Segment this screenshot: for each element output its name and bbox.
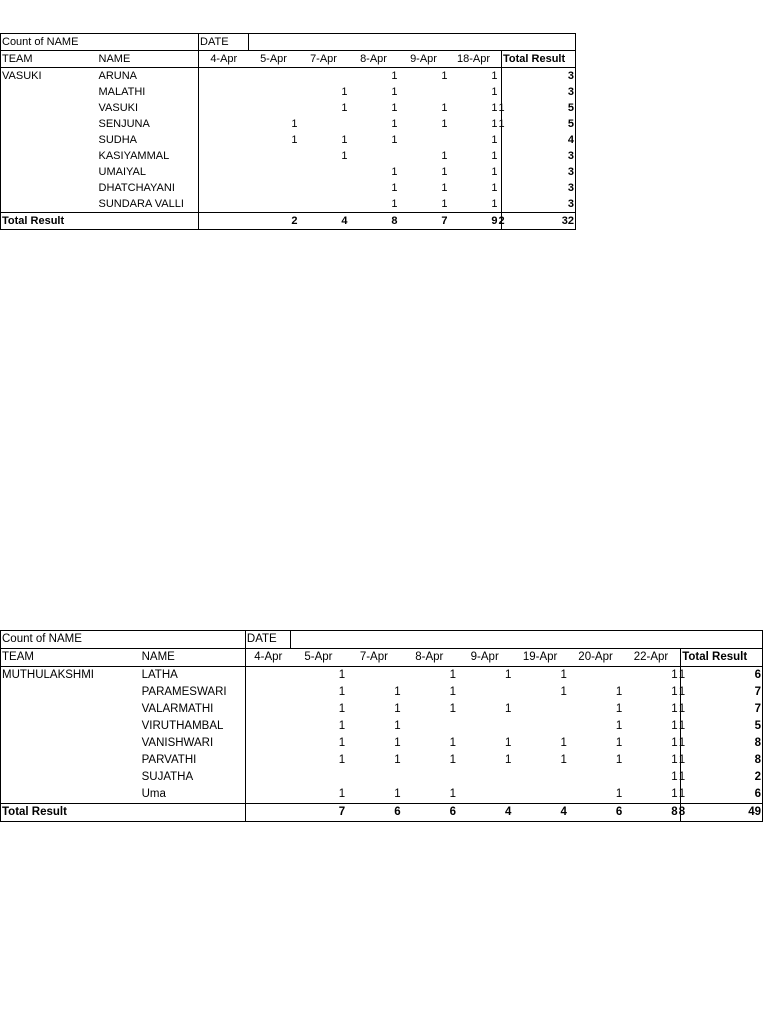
count-cell: 1 — [560, 737, 567, 749]
column-total-cell — [199, 213, 249, 230]
count-cell — [199, 196, 249, 213]
name-header: NAME — [98, 51, 199, 68]
count-cell — [199, 164, 249, 180]
date-column-header: 8-Apr — [402, 649, 457, 667]
count-cell: 1 — [441, 149, 448, 162]
count-cell: 1 — [505, 703, 512, 715]
row-total-cell: 6 — [681, 786, 763, 804]
count-label: Count of NAME — [1, 34, 199, 51]
total-row — [1, 213, 576, 230]
count-cell: 1 — [338, 720, 346, 732]
pivot-header-row — [1, 631, 763, 649]
count-cell: 1 — [391, 85, 398, 98]
date-column-header: 18-Apr — [449, 51, 499, 68]
count-label: Count of NAME — [1, 631, 246, 649]
count-cell: 1 — [441, 165, 448, 178]
count-cell: 1 — [671, 703, 678, 715]
count-cell: 1 — [449, 754, 457, 766]
row-total-cell: 5 — [502, 100, 576, 116]
count-cell: 1 — [391, 101, 398, 114]
count-cell: 1 — [505, 737, 512, 749]
count-cell: 1 — [505, 754, 512, 766]
count-cell — [457, 786, 512, 804]
extra-count-cell: 1 — [498, 117, 505, 130]
extra-count-cell: 1 — [678, 754, 686, 766]
count-cell — [299, 180, 349, 196]
count-cell: 1 — [615, 686, 623, 698]
extra-count-cell: 1 — [678, 720, 686, 732]
column-total-cell: 8 — [349, 213, 399, 230]
row-total-cell: 6 — [681, 667, 763, 685]
count-cell — [402, 718, 457, 735]
count-cell — [457, 684, 512, 701]
count-cell: 1 — [441, 101, 448, 114]
count-cell: 1 — [394, 788, 401, 800]
count-cell: 1 — [441, 69, 448, 82]
team-cell-empty — [1, 100, 98, 116]
date-column-header: 5-Apr — [291, 649, 346, 667]
name-cell: ARUNA — [98, 69, 138, 82]
team-cell-empty — [1, 735, 141, 752]
date-column-header: 5-Apr — [249, 51, 299, 68]
count-cell: 1 — [491, 117, 498, 130]
count-cell: 1 — [391, 197, 398, 210]
date-column-header: 8-Apr — [349, 51, 399, 68]
count-cell: 1 — [338, 669, 346, 681]
name-cell: Uma — [141, 788, 166, 800]
pivot-table-muthulakshmi — [0, 630, 763, 822]
count-cell — [249, 148, 299, 164]
name-cell: UMAIYAL — [98, 165, 146, 178]
name-cell: PARAMESWARI — [141, 686, 227, 698]
table-row — [1, 84, 576, 100]
count-cell — [512, 769, 567, 786]
extra-total-cell: 2 — [499, 213, 502, 230]
column-total-cell: 7 — [291, 804, 346, 822]
count-cell — [346, 667, 401, 685]
name-cell: SUNDARA VALLI — [98, 197, 184, 210]
team-cell-empty — [1, 164, 98, 180]
date-header-blank — [249, 34, 576, 51]
count-cell — [199, 100, 249, 116]
column-total-cell: 6 — [568, 804, 623, 822]
total-result-header: Total Result — [681, 649, 763, 667]
count-cell — [349, 148, 399, 164]
table-row — [1, 164, 576, 180]
count-cell: 1 — [505, 669, 512, 681]
column-total-cell: 4 — [512, 804, 567, 822]
table-row — [1, 684, 763, 701]
table-row — [1, 769, 763, 786]
row-total-cell: 8 — [681, 752, 763, 769]
count-cell: 1 — [560, 686, 567, 698]
count-cell — [291, 769, 346, 786]
date-column-header: 4-Apr — [245, 649, 290, 667]
date-column-header: 9-Apr — [399, 51, 449, 68]
extra-count-cell: 1 — [498, 101, 505, 114]
count-cell: 1 — [449, 703, 457, 715]
count-cell: 1 — [338, 788, 346, 800]
team-cell-empty — [1, 180, 98, 196]
column-total-cell: 6 — [346, 804, 401, 822]
team-header: TEAM — [1, 51, 98, 68]
count-cell — [399, 132, 449, 148]
date-column-header: 4-Apr — [199, 51, 249, 68]
grand-total-cell: 49 — [681, 804, 763, 822]
grand-total-cell: 32 — [502, 213, 576, 230]
count-cell: 1 — [491, 101, 498, 114]
count-cell — [399, 84, 449, 100]
name-cell: LATHA — [141, 669, 178, 681]
extra-count-cell: 1 — [678, 788, 686, 800]
table-row — [1, 786, 763, 804]
count-cell: 1 — [391, 165, 398, 178]
count-cell: 1 — [391, 181, 398, 194]
date-label: DATE — [245, 631, 290, 649]
count-cell — [568, 769, 623, 786]
team-cell-empty — [1, 701, 141, 718]
count-cell: 1 — [615, 720, 623, 732]
team-cell-empty — [1, 684, 141, 701]
count-cell: 1 — [615, 737, 623, 749]
table-row — [1, 68, 576, 85]
count-cell — [245, 701, 290, 718]
row-total-cell: 7 — [681, 701, 763, 718]
name-cell: DHATCHAYANI — [98, 181, 175, 194]
team-cell-empty — [1, 196, 98, 213]
count-cell: 1 — [341, 149, 348, 162]
count-cell: 1 — [341, 85, 348, 98]
count-cell — [245, 786, 290, 804]
team-cell-empty — [1, 718, 141, 735]
column-total-cell: 2 — [249, 213, 299, 230]
count-cell: 1 — [338, 737, 346, 749]
column-total-cell: 4 — [299, 213, 349, 230]
team-cell-empty — [1, 116, 98, 132]
count-cell: 1 — [449, 686, 457, 698]
table-row — [1, 752, 763, 769]
pivot-header-row — [1, 34, 576, 51]
count-cell: 1 — [391, 133, 398, 146]
extra-count-cell: 1 — [678, 703, 686, 715]
row-total-cell: 3 — [502, 180, 576, 196]
count-cell: 1 — [671, 686, 678, 698]
count-cell: 1 — [491, 133, 498, 146]
count-cell — [249, 68, 299, 85]
date-column-header: 20-Apr — [568, 649, 623, 667]
count-cell — [249, 180, 299, 196]
count-cell: 1 — [441, 117, 448, 130]
count-cell — [245, 667, 290, 685]
count-cell — [299, 164, 349, 180]
row-total-cell: 5 — [681, 718, 763, 735]
table-row — [1, 148, 576, 164]
team-cell: VASUKI — [1, 68, 98, 85]
pivot-table-vasuki — [0, 33, 576, 230]
row-total-cell: 3 — [502, 164, 576, 180]
table-row — [1, 196, 576, 213]
count-cell: 1 — [671, 754, 678, 766]
count-cell: 1 — [394, 737, 401, 749]
extra-count-cell: 1 — [678, 771, 686, 783]
count-cell: 1 — [341, 133, 348, 146]
count-cell: 1 — [491, 69, 498, 82]
count-cell: 1 — [441, 197, 448, 210]
table-row — [1, 718, 763, 735]
count-cell — [199, 132, 249, 148]
count-cell — [199, 68, 249, 85]
count-cell — [457, 769, 512, 786]
count-cell: 1 — [394, 703, 401, 715]
total-result-header: Total Result — [502, 51, 576, 68]
count-cell — [299, 68, 349, 85]
count-cell: 1 — [291, 117, 298, 130]
extra-count-cell: 1 — [678, 737, 686, 749]
extra-count-cell: 1 — [678, 686, 686, 698]
count-cell: 1 — [671, 788, 678, 800]
count-cell — [249, 164, 299, 180]
count-cell: 1 — [449, 788, 457, 800]
name-cell: VIRUTHAMBAL — [141, 720, 224, 732]
total-label: Total Result — [1, 804, 246, 822]
count-cell — [245, 735, 290, 752]
count-cell: 1 — [491, 165, 498, 178]
count-cell: 1 — [671, 771, 678, 783]
team-cell-empty — [1, 752, 141, 769]
row-total-cell: 3 — [502, 68, 576, 85]
table-row — [1, 667, 763, 685]
team-cell-empty — [1, 786, 141, 804]
count-cell: 1 — [291, 133, 298, 146]
name-cell: PARVATHI — [141, 754, 197, 766]
count-cell: 1 — [394, 754, 401, 766]
row-total-cell: 3 — [502, 196, 576, 213]
count-cell: 1 — [338, 754, 346, 766]
count-cell: 1 — [341, 101, 348, 114]
count-cell — [199, 84, 249, 100]
count-cell — [299, 196, 349, 213]
name-cell: MALATHI — [98, 85, 146, 98]
count-cell: 1 — [491, 85, 498, 98]
count-cell: 1 — [441, 181, 448, 194]
name-cell: VALARMATHI — [141, 703, 214, 715]
count-cell: 1 — [671, 720, 678, 732]
count-cell: 1 — [338, 703, 346, 715]
column-header-row — [1, 51, 576, 68]
count-cell: 1 — [491, 181, 498, 194]
count-cell — [199, 116, 249, 132]
row-total-cell: 3 — [502, 148, 576, 164]
name-cell: SUJATHA — [141, 771, 194, 783]
count-cell: 1 — [671, 737, 678, 749]
count-cell — [568, 667, 623, 685]
row-total-cell: 4 — [502, 132, 576, 148]
count-cell: 1 — [560, 669, 567, 681]
count-cell: 1 — [338, 686, 346, 698]
column-total-cell: 4 — [457, 804, 512, 822]
column-total-cell — [245, 804, 290, 822]
count-cell — [249, 196, 299, 213]
count-cell: 1 — [394, 686, 401, 698]
date-column-header: 19-Apr — [512, 649, 567, 667]
count-cell — [249, 84, 299, 100]
name-cell: VASUKI — [98, 101, 139, 114]
count-cell — [346, 769, 401, 786]
table-row — [1, 180, 576, 196]
count-cell — [512, 701, 567, 718]
row-total-cell: 2 — [681, 769, 763, 786]
count-cell: 1 — [615, 788, 623, 800]
name-header: NAME — [141, 649, 246, 667]
count-cell — [245, 752, 290, 769]
table-row — [1, 701, 763, 718]
team-cell-empty — [1, 84, 98, 100]
date-column-header: 22-Apr — [623, 649, 678, 667]
total-row — [1, 804, 763, 822]
count-cell: 1 — [491, 197, 498, 210]
team-cell-empty — [1, 769, 141, 786]
count-cell: 1 — [391, 117, 398, 130]
count-cell — [245, 684, 290, 701]
count-cell — [457, 718, 512, 735]
count-cell — [402, 769, 457, 786]
total-label: Total Result — [1, 213, 199, 230]
date-column-header: 7-Apr — [299, 51, 349, 68]
count-cell: 1 — [449, 737, 457, 749]
date-header-blank — [291, 631, 763, 649]
column-total-cell: 7 — [399, 213, 449, 230]
row-total-cell: 8 — [681, 735, 763, 752]
count-cell — [512, 718, 567, 735]
count-cell — [249, 100, 299, 116]
table-row — [1, 132, 576, 148]
table-row — [1, 100, 576, 116]
count-cell: 1 — [449, 669, 457, 681]
count-cell: 1 — [391, 69, 398, 82]
count-cell: 1 — [615, 754, 623, 766]
name-cell: VANISHWARI — [141, 737, 214, 749]
row-total-cell: 7 — [681, 684, 763, 701]
count-cell — [512, 786, 567, 804]
extra-total-cell: 8 — [679, 804, 681, 822]
row-total-cell: 5 — [502, 116, 576, 132]
column-header-row — [1, 649, 763, 667]
team-cell: MUTHULAKSHMI — [1, 667, 141, 685]
name-cell: KASIYAMMAL — [98, 149, 170, 162]
team-cell-empty — [1, 132, 98, 148]
row-total-cell: 3 — [502, 84, 576, 100]
date-label: DATE — [199, 34, 249, 51]
table-row — [1, 116, 576, 132]
count-cell — [299, 116, 349, 132]
count-cell: 1 — [671, 669, 678, 681]
count-cell — [245, 769, 290, 786]
count-cell — [199, 180, 249, 196]
date-column-header: 9-Apr — [457, 649, 512, 667]
date-column-header: 7-Apr — [346, 649, 401, 667]
count-cell: 1 — [615, 703, 623, 715]
column-total-cell: 6 — [402, 804, 457, 822]
count-cell: 1 — [491, 149, 498, 162]
team-cell-empty — [1, 148, 98, 164]
extra-count-cell: 1 — [678, 669, 686, 681]
column-total-cell: 8 — [623, 804, 678, 822]
name-cell: SENJUNA — [98, 117, 150, 130]
count-cell — [245, 718, 290, 735]
count-cell: 1 — [394, 720, 401, 732]
count-cell — [199, 148, 249, 164]
table-row — [1, 735, 763, 752]
name-cell: SUDHA — [98, 133, 138, 146]
count-cell: 1 — [560, 754, 567, 766]
column-total-cell: 9 — [449, 213, 499, 230]
team-header: TEAM — [1, 649, 141, 667]
